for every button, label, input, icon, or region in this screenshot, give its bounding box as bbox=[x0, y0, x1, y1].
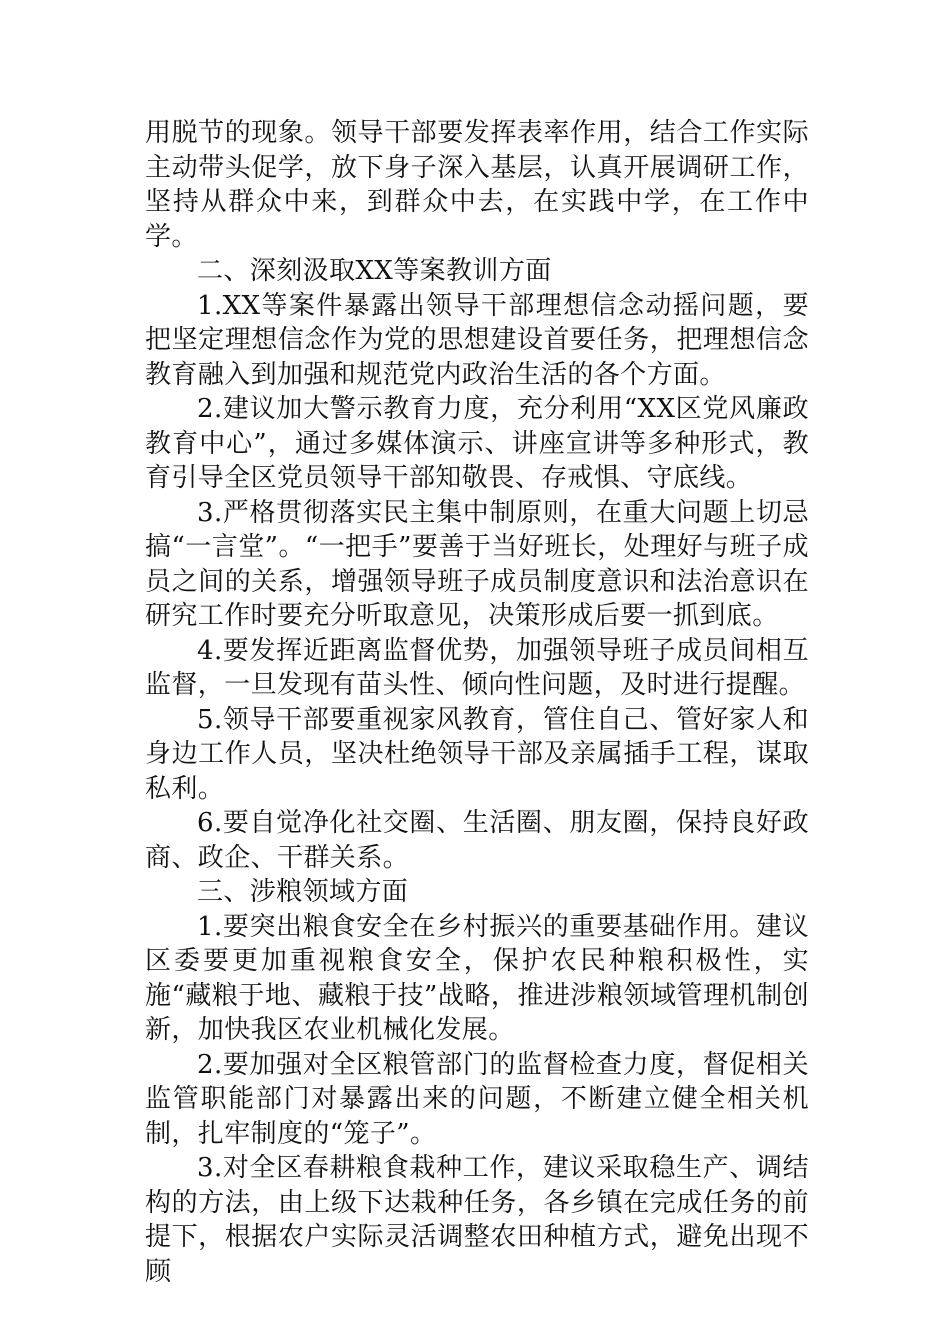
paragraph-2-1: 1.XX等案件暴露出领导干部理想信念动摇问题，要把坚定理想信念作为党的思想建设首要任务，把理想信念教育融入到加强和规范党内政治生活的各个方面。 bbox=[145, 290, 809, 390]
paragraph-2-4: 4.要发挥近距离监督优势，加强领导班子成员间相互监督，一旦发现有苗头性、倾向性问题，及时进行提醒。 bbox=[145, 635, 809, 700]
document-body bbox=[145, 116, 809, 1289]
paragraph-2-5: 5.领导干部要重视家风教育，管住自己、管好家人和身边工作人员，坚决杜绝领导干部及亲属插手工程，谋取私利。 bbox=[145, 704, 809, 804]
paragraph-3-3: 3.对全区春耕粮食栽种工作，建议采取稳生产、调结构的方法，由上级下达栽种任务，各乡镇在完成任务的前提下，根据农户实际灵活调整农田种植方式，避免出现不顾 bbox=[145, 1153, 809, 1287]
paragraph-1: 用脱节的现象。领导干部要发挥表率作用，结合工作实际主动带头促学，放下身子深入基层，认真开展调研工作，坚持从群众中来，到群众中去，在实践中学，在工作中学。 bbox=[145, 118, 809, 252]
paragraph-2-3: 3.严格贯彻落实民主集中制原则，在重大问题上切忌搞“一言堂”。“一把手”要善于当好班长，处理好与班子成员之间的关系，增强领导班子成员制度意识和法治意识在研究工作时要充分听取意见，决策形成后要一抓到底。 bbox=[145, 497, 809, 631]
paragraph-3-2: 2.要加强对全区粮管部门的监督检查力度，督促相关监管职能部门对暴露出来的问题，不断建立健全相关机制，扎牢制度的“笼子”。 bbox=[145, 1049, 809, 1149]
paragraph-2-6: 6.要自觉净化社交圈、生活圈、朋友圈，保持良好政商、政企、干群关系。 bbox=[145, 808, 809, 873]
section-heading-3: 三、涉粮领域方面 bbox=[197, 877, 409, 907]
section-heading-2: 二、深刻汲取XX等案教训方面 bbox=[197, 256, 552, 286]
paragraph-3-1: 1.要突出粮食安全在乡村振兴的重要基础作用。建议区委要更加重视粮食安全，保护农民种粮积极性，实施“藏粮于地、藏粮于技”战略，推进涉粮领域管理机制创新，加快我区农业机械化发展。 bbox=[145, 911, 809, 1045]
paragraph-2-2: 2.建议加大警示教育力度，充分利用“XX区党风廉政教育中心”，通过多媒体演示、讲座宣讲等多种形式，教育引导全区党员领导干部知敬畏、存戒惧、守底线。 bbox=[145, 394, 809, 493]
